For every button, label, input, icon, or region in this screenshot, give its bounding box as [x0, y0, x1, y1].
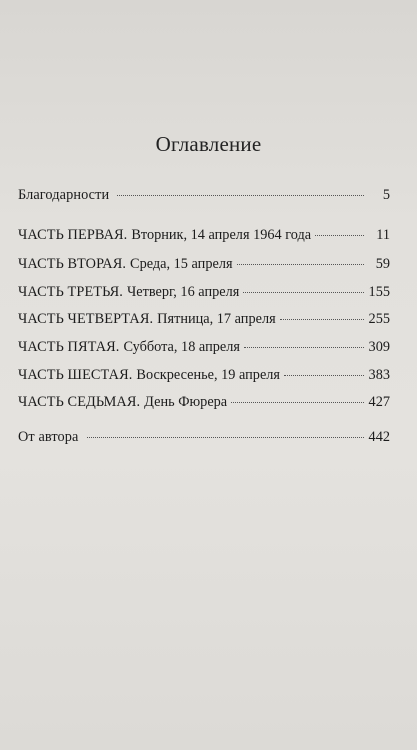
dot-leader	[87, 437, 365, 438]
toc-entry-page: 442	[368, 429, 390, 445]
toc-entry	[18, 256, 390, 276]
dot-leader	[231, 402, 364, 403]
toc-entry-subtitle: Среда, 15 апреля	[130, 256, 233, 272]
toc-entry-part: ЧАСТЬ ПЕРВАЯ.	[18, 227, 128, 243]
toc-entry-part: От автора	[18, 429, 79, 445]
dot-leader	[237, 264, 364, 265]
toc-entry-page: 5	[382, 187, 390, 203]
toc-entry	[18, 227, 390, 247]
toc-entry-subtitle: Пятница, 17 апреля	[157, 311, 276, 327]
toc-entry	[18, 284, 390, 304]
dot-leader	[315, 235, 364, 236]
toc-entry-part: ЧАСТЬ ВТОРАЯ.	[18, 256, 127, 272]
toc-entry-part: Благодарности	[18, 187, 110, 203]
dot-leader	[244, 347, 364, 348]
toc-entry-page: 11	[376, 227, 390, 243]
toc-entry	[18, 339, 390, 359]
toc-entry-page: 427	[368, 394, 390, 410]
toc-entry-page: 383	[368, 367, 390, 383]
toc-entry	[18, 367, 390, 387]
dot-leader	[117, 195, 364, 196]
page-title: Оглавление	[155, 132, 262, 156]
toc-entry-subtitle: Суббота, 18 апреля	[123, 339, 240, 355]
toc-entry-part: ЧАСТЬ ШЕСТАЯ.	[18, 367, 133, 383]
dot-leader	[280, 319, 364, 320]
toc-entry-part: ЧАСТЬ ТРЕТЬЯ.	[18, 284, 123, 300]
toc-entry	[18, 187, 390, 207]
toc-entry-subtitle: Четверг, 16 апреля	[126, 284, 240, 300]
toc-entry-subtitle: День Фюрера	[144, 394, 228, 410]
toc-entry	[18, 311, 390, 331]
toc-entry-page: 155	[368, 284, 390, 300]
toc-entry-part: ЧАСТЬ СЕДЬМАЯ.	[18, 394, 141, 410]
toc-entry	[18, 429, 390, 449]
toc-entry-subtitle: Воскресенье, 19 апреля	[136, 367, 281, 383]
toc-entry-page: 309	[368, 339, 390, 355]
dot-leader	[284, 375, 364, 376]
toc-entry-part: ЧАСТЬ ПЯТАЯ.	[18, 339, 120, 355]
toc-entry	[18, 394, 390, 414]
toc-entry-subtitle: Вторник, 14 апреля 1964 года	[131, 227, 312, 243]
show-through-text	[300, 0, 417, 120]
toc-entry-part: ЧАСТЬ ЧЕТВЕРТАЯ.	[18, 311, 154, 327]
toc-entry-page: 59	[375, 256, 390, 272]
dot-leader	[243, 292, 364, 293]
toc-entry-page: 255	[368, 311, 390, 327]
